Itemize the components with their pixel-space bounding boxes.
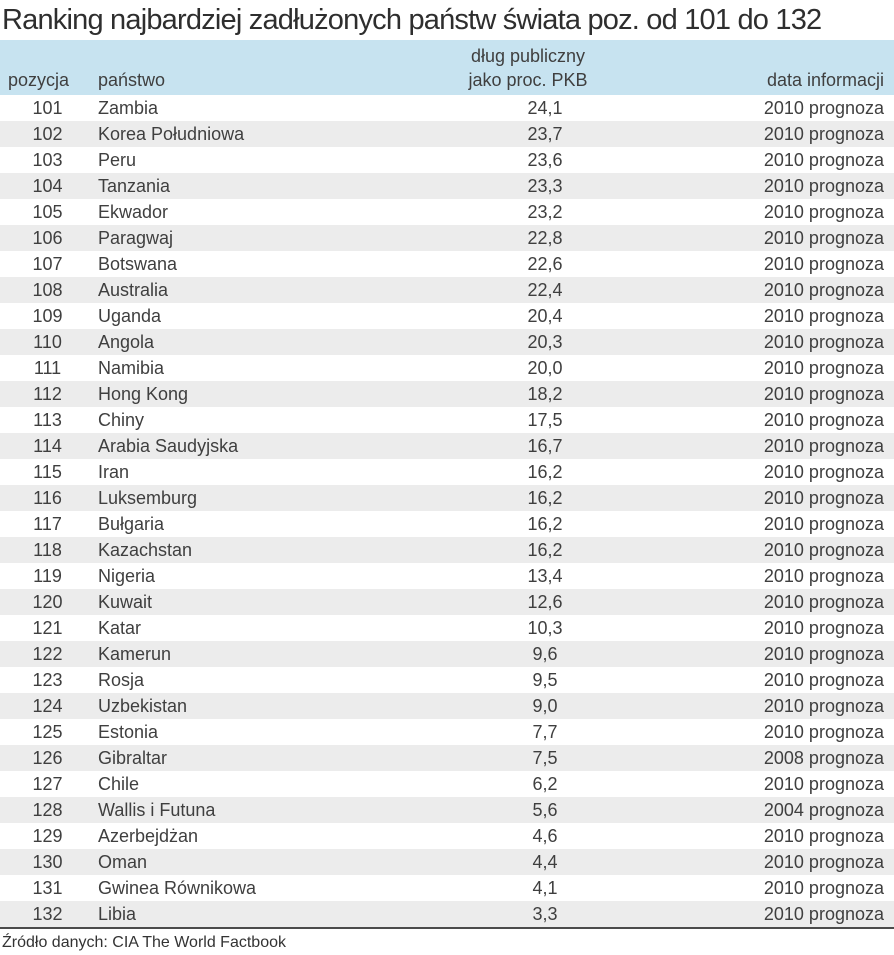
- cell-country: Wallis i Futuna: [98, 800, 216, 820]
- cell-position: 127: [32, 774, 63, 794]
- table-row: [0, 121, 894, 147]
- cell-position: 101: [32, 98, 63, 118]
- cell-country: Kazachstan: [98, 540, 193, 560]
- table-row: [0, 771, 894, 797]
- cell-country: Bułgaria: [98, 514, 165, 534]
- cell-position: 110: [33, 332, 62, 352]
- cell-country: Gibraltar: [98, 748, 168, 768]
- cell-data-date: 2010 prognoza: [763, 826, 884, 846]
- table-row: [0, 745, 894, 771]
- cell-debt-percent-gdp: 22,6: [527, 254, 563, 274]
- cell-data-date: 2010 prognoza: [763, 176, 884, 196]
- table-row: [0, 433, 894, 459]
- table-row: [0, 485, 894, 511]
- table-body: [0, 95, 894, 928]
- table-row: [0, 849, 894, 875]
- cell-country: Gwinea Równikowa: [98, 878, 257, 898]
- cell-data-date: 2010 prognoza: [763, 98, 884, 118]
- cell-position: 124: [32, 696, 63, 716]
- cell-data-date: 2010 prognoza: [763, 514, 884, 534]
- cell-country: Katar: [98, 618, 142, 638]
- cell-data-date: 2004 prognoza: [763, 800, 884, 820]
- cell-debt-percent-gdp: 23,3: [527, 176, 563, 196]
- cell-debt-percent-gdp: 4,4: [532, 852, 558, 872]
- table-row: [0, 173, 894, 199]
- cell-debt-percent-gdp: 9,6: [532, 644, 558, 664]
- cell-country: Arabia Saudyjska: [98, 436, 239, 456]
- cell-position: 107: [32, 254, 63, 274]
- table-row: [0, 277, 894, 303]
- cell-data-date: 2010 prognoza: [763, 644, 884, 664]
- cell-position: 109: [32, 306, 63, 326]
- cell-position: 105: [32, 202, 63, 222]
- cell-data-date: 2010 prognoza: [763, 358, 884, 378]
- cell-position: 102: [32, 124, 63, 144]
- cell-data-date: 2010 prognoza: [763, 488, 884, 508]
- cell-debt-percent-gdp: 10,3: [527, 618, 563, 638]
- cell-country: Peru: [98, 150, 137, 170]
- table-row: [0, 641, 894, 667]
- cell-position: 118: [33, 540, 62, 560]
- cell-debt-percent-gdp: 13,4: [527, 566, 563, 586]
- column-header-debt-line1: dług publiczny: [470, 46, 586, 66]
- cell-position: 114: [33, 436, 62, 456]
- source-note: Źródło danych: CIA The World Factbook: [2, 934, 286, 951]
- cell-debt-percent-gdp: 23,2: [527, 202, 563, 222]
- cell-position: 131: [32, 878, 63, 898]
- cell-data-date: 2010 prognoza: [763, 696, 884, 716]
- cell-data-date: 2010 prognoza: [763, 332, 884, 352]
- table-row: [0, 615, 894, 641]
- cell-data-date: 2010 prognoza: [763, 852, 884, 872]
- cell-data-date: 2010 prognoza: [763, 410, 884, 430]
- column-header-debt-line2: jako proc. PKB: [468, 70, 588, 90]
- cell-position: 115: [33, 462, 62, 482]
- cell-debt-percent-gdp: 20,3: [527, 332, 563, 352]
- table-row: [0, 589, 894, 615]
- cell-position: 111: [33, 358, 62, 378]
- cell-country: Botswana: [98, 254, 178, 274]
- cell-country: Estonia: [98, 722, 159, 742]
- cell-debt-percent-gdp: 16,2: [527, 462, 563, 482]
- table-row: [0, 901, 894, 928]
- cell-data-date: 2010 prognoza: [763, 540, 884, 560]
- cell-position: 120: [32, 592, 63, 612]
- table-row: [0, 303, 894, 329]
- cell-data-date: 2010 prognoza: [763, 384, 884, 404]
- cell-position: 125: [32, 722, 63, 742]
- cell-data-date: 2010 prognoza: [763, 202, 884, 222]
- cell-country: Iran: [98, 462, 130, 482]
- cell-debt-percent-gdp: 9,5: [532, 670, 558, 690]
- cell-data-date: 2010 prognoza: [763, 436, 884, 456]
- cell-country: Uganda: [98, 306, 162, 326]
- cell-debt-percent-gdp: 24,1: [527, 98, 563, 118]
- cell-position: 108: [32, 280, 63, 300]
- cell-country: Chiny: [98, 410, 145, 430]
- table-row: [0, 537, 894, 563]
- cell-debt-percent-gdp: 3,3: [532, 904, 558, 924]
- cell-position: 132: [32, 904, 63, 924]
- cell-position: 106: [32, 228, 63, 248]
- table-row: [0, 875, 894, 901]
- cell-debt-percent-gdp: 18,2: [527, 384, 563, 404]
- cell-debt-percent-gdp: 23,7: [527, 124, 563, 144]
- table-row: [0, 459, 894, 485]
- table-row: [0, 381, 894, 407]
- cell-data-date: 2010 prognoza: [763, 150, 884, 170]
- cell-data-date: 2010 prognoza: [763, 722, 884, 742]
- cell-position: 121: [32, 618, 63, 638]
- cell-country: Australia: [98, 280, 169, 300]
- page-title: Ranking najbardziej zadłużonych państw świata poz. od 101 do 132: [2, 4, 822, 36]
- table-row: [0, 719, 894, 745]
- column-header-date: data informacji: [660, 40, 894, 95]
- cell-position: 130: [32, 852, 63, 872]
- cell-data-date: 2008 prognoza: [763, 748, 884, 768]
- cell-country: Oman: [98, 852, 148, 872]
- cell-country: Zambia: [98, 98, 159, 118]
- cell-position: 129: [32, 826, 63, 846]
- cell-country: Nigeria: [98, 566, 156, 586]
- cell-position: 117: [33, 514, 62, 534]
- table-row: [0, 407, 894, 433]
- table-row: [0, 797, 894, 823]
- cell-country: Chile: [98, 774, 140, 794]
- cell-debt-percent-gdp: 16,7: [527, 436, 563, 456]
- cell-debt-percent-gdp: 12,6: [527, 592, 563, 612]
- table-row: [0, 225, 894, 251]
- table-row: [0, 511, 894, 537]
- table-row: [0, 329, 894, 355]
- cell-country: Hong Kong: [98, 384, 189, 404]
- cell-data-date: 2010 prognoza: [763, 618, 884, 638]
- cell-debt-percent-gdp: 20,4: [527, 306, 563, 326]
- column-header-country: państwo: [85, 40, 430, 95]
- table-row: [0, 95, 894, 121]
- cell-data-date: 2010 prognoza: [763, 280, 884, 300]
- table-row: [0, 823, 894, 849]
- table-row: [0, 693, 894, 719]
- cell-debt-percent-gdp: 22,8: [527, 228, 563, 248]
- cell-data-date: 2010 prognoza: [763, 774, 884, 794]
- cell-position: 126: [32, 748, 63, 768]
- cell-country: Kuwait: [98, 592, 153, 612]
- table-row: [0, 147, 894, 173]
- cell-data-date: 2010 prognoza: [763, 124, 884, 144]
- cell-debt-percent-gdp: 22,4: [527, 280, 563, 300]
- cell-position: 113: [33, 410, 62, 430]
- cell-country: Ekwador: [98, 202, 169, 222]
- cell-debt-percent-gdp: 16,2: [527, 514, 563, 534]
- table-header: [0, 40, 894, 95]
- cell-data-date: 2010 prognoza: [763, 904, 884, 924]
- table-row: [0, 667, 894, 693]
- header-row: [0, 40, 894, 95]
- table-row: [0, 355, 894, 381]
- column-header-position: pozycja: [0, 40, 85, 95]
- cell-country: Namibia: [98, 358, 165, 378]
- cell-data-date: 2010 prognoza: [763, 592, 884, 612]
- cell-data-date: 2010 prognoza: [763, 306, 884, 326]
- cell-debt-percent-gdp: 9,0: [532, 696, 558, 716]
- table-row: [0, 563, 894, 589]
- cell-position: 103: [32, 150, 63, 170]
- cell-country: Azerbejdżan: [98, 826, 199, 846]
- cell-position: 122: [32, 644, 63, 664]
- cell-debt-percent-gdp: 17,5: [527, 410, 563, 430]
- cell-country: Libia: [98, 904, 137, 924]
- cell-country: Uzbekistan: [98, 696, 188, 716]
- cell-debt-percent-gdp: 4,6: [532, 826, 558, 846]
- cell-position: 119: [33, 566, 62, 586]
- cell-debt-percent-gdp: 16,2: [527, 540, 563, 560]
- cell-country: Luksemburg: [98, 488, 198, 508]
- column-header-debt: [430, 40, 660, 95]
- cell-position: 123: [32, 670, 63, 690]
- cell-data-date: 2010 prognoza: [763, 228, 884, 248]
- cell-country: Rosja: [98, 670, 145, 690]
- cell-country: Tanzania: [98, 176, 171, 196]
- cell-data-date: 2010 prognoza: [763, 670, 884, 690]
- cell-debt-percent-gdp: 16,2: [527, 488, 563, 508]
- cell-data-date: 2010 prognoza: [763, 566, 884, 586]
- table-row: [0, 199, 894, 225]
- cell-debt-percent-gdp: 6,2: [532, 774, 558, 794]
- cell-country: Angola: [98, 332, 155, 352]
- cell-country: Kamerun: [98, 644, 172, 664]
- cell-debt-percent-gdp: 7,7: [532, 722, 558, 742]
- cell-data-date: 2010 prognoza: [763, 254, 884, 274]
- cell-debt-percent-gdp: 20,0: [527, 358, 563, 378]
- cell-country: Korea Południowa: [98, 124, 245, 144]
- ranking-table: [0, 40, 894, 929]
- cell-data-date: 2010 prognoza: [763, 878, 884, 898]
- cell-debt-percent-gdp: 7,5: [532, 748, 558, 768]
- cell-position: 116: [33, 488, 62, 508]
- cell-position: 128: [32, 800, 63, 820]
- table-row: [0, 251, 894, 277]
- cell-debt-percent-gdp: 5,6: [532, 800, 558, 820]
- cell-debt-percent-gdp: 4,1: [532, 878, 558, 898]
- cell-position: 112: [33, 384, 62, 404]
- cell-country: Paragwaj: [98, 228, 174, 248]
- cell-data-date: 2010 prognoza: [763, 462, 884, 482]
- cell-debt-percent-gdp: 23,6: [527, 150, 563, 170]
- cell-position: 104: [32, 176, 63, 196]
